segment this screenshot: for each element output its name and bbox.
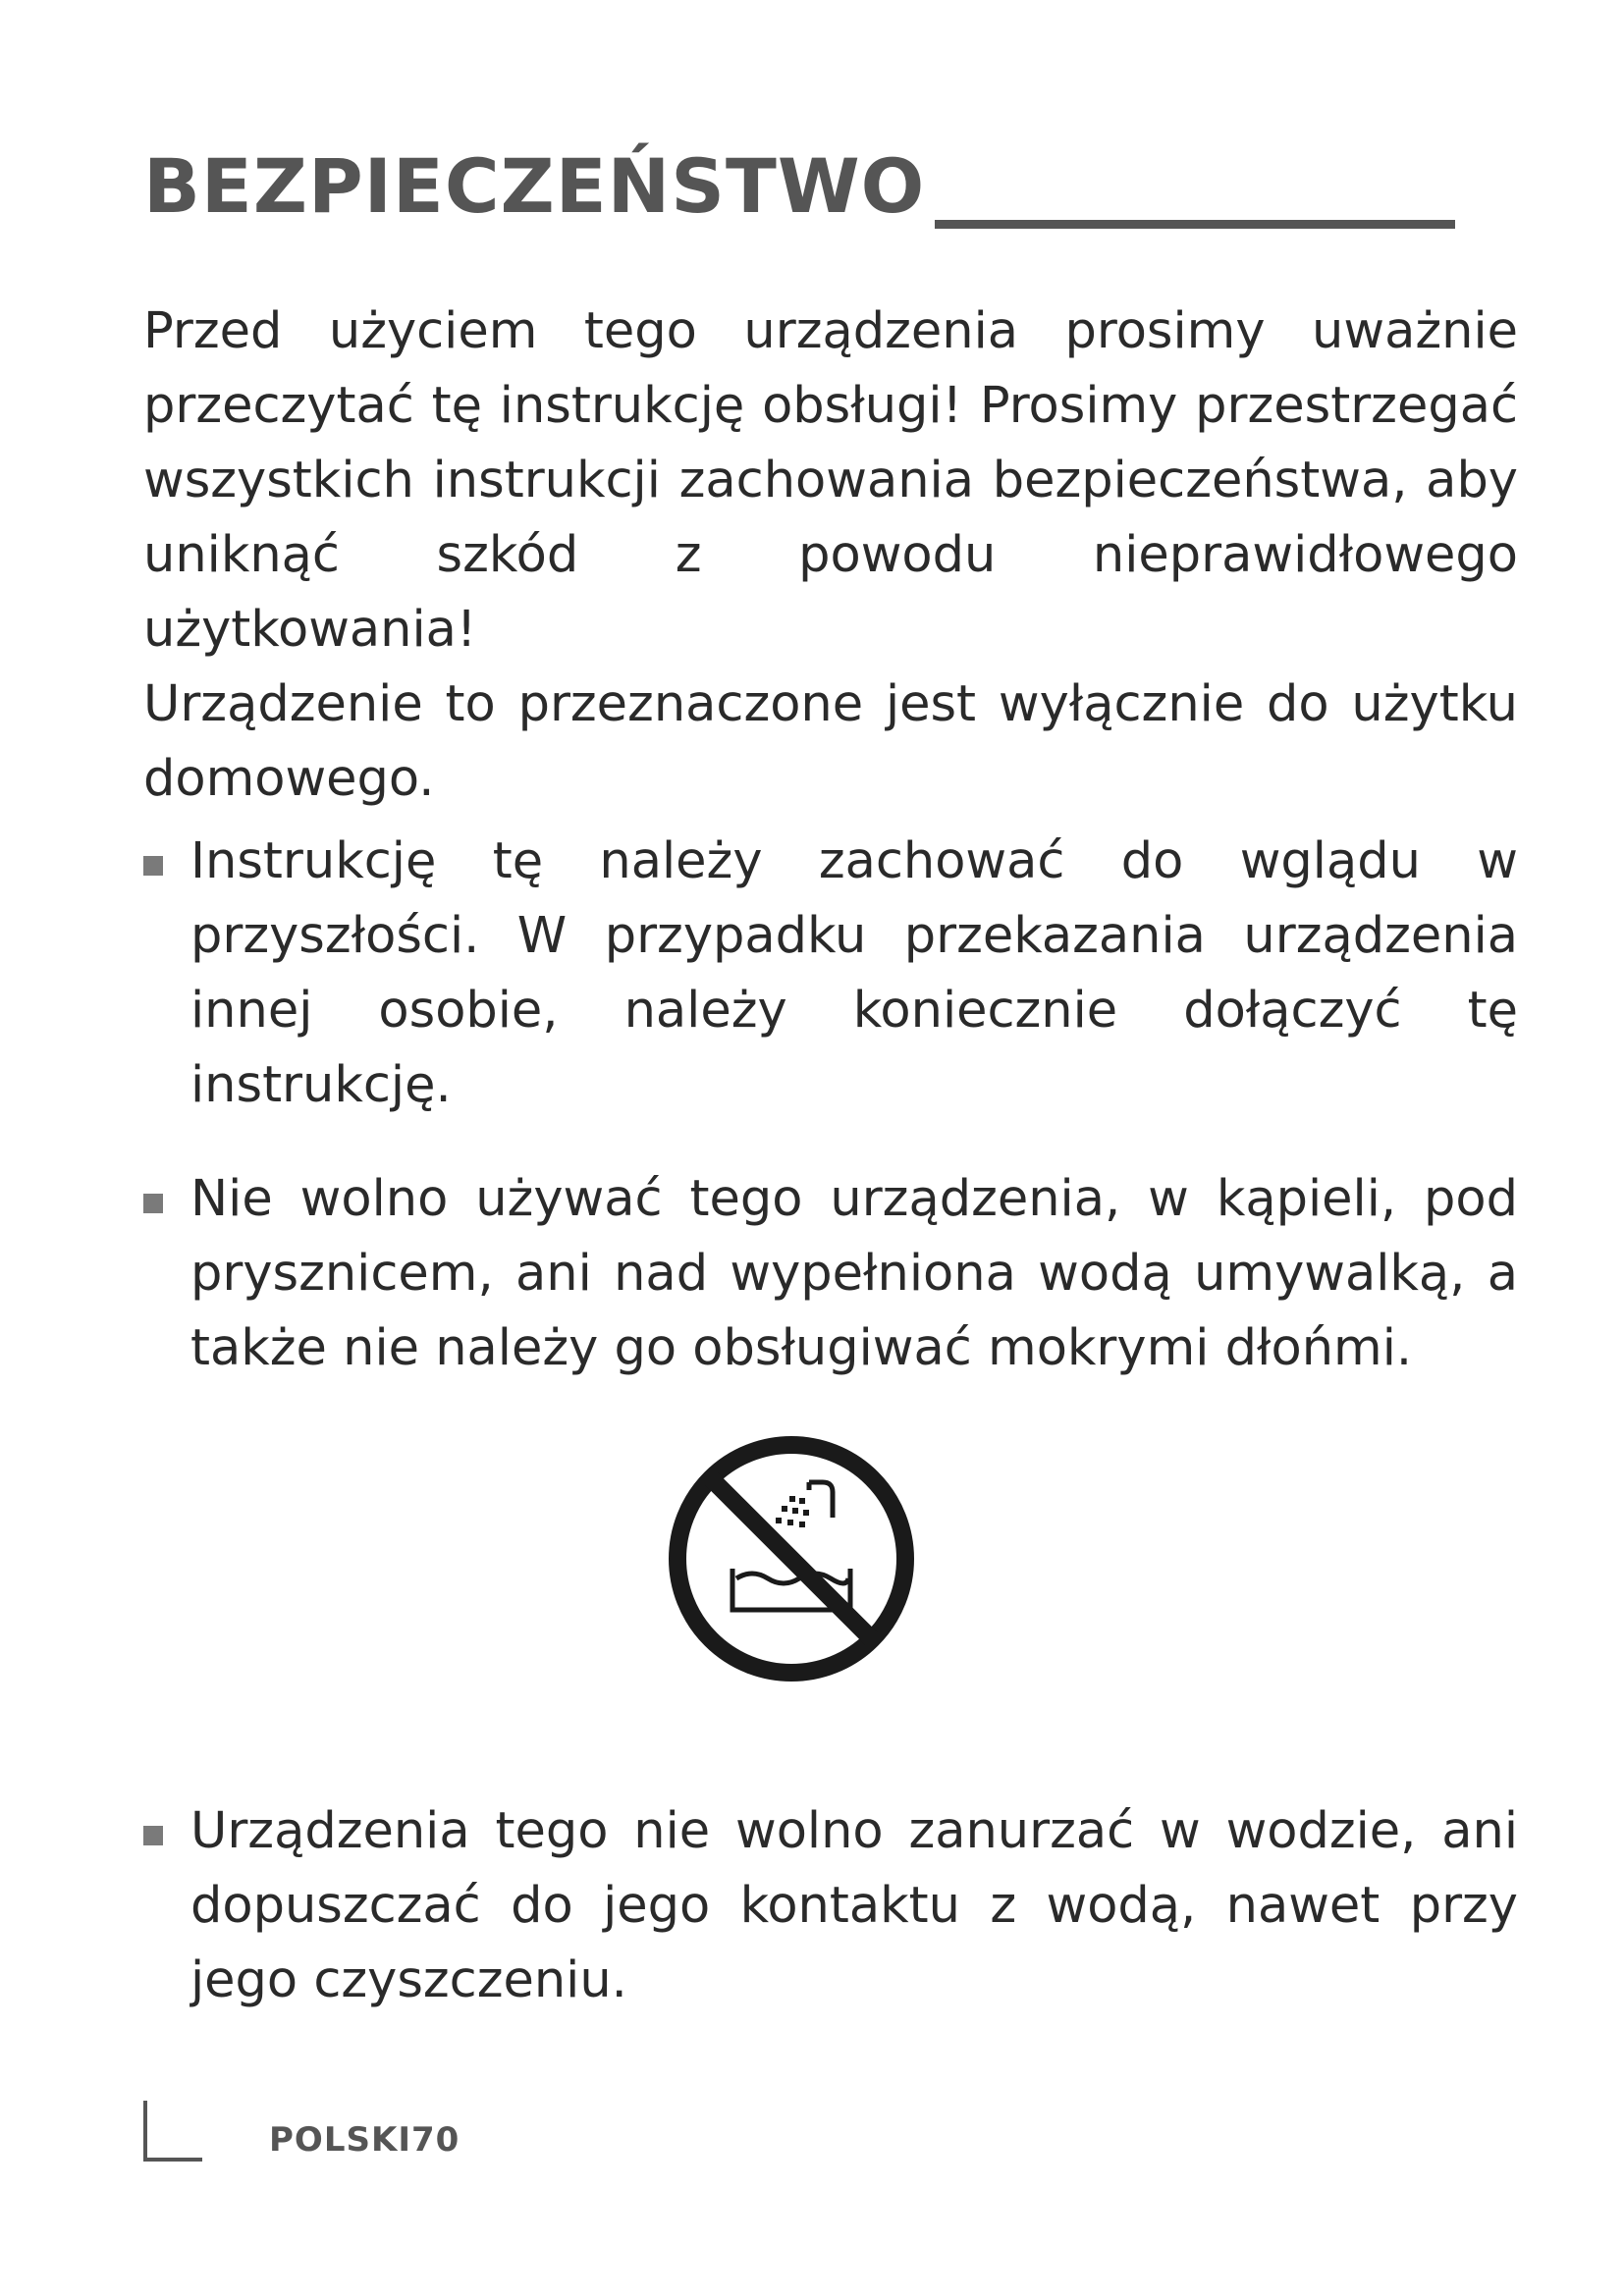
safety-list	[143, 825, 1518, 1386]
bullet-square-icon	[143, 1826, 163, 1845]
intro-paragraph: Przed użyciem tego urządzenia prosimy uważnie przeczytać tę instrukcję obsługi! Prosimy przestrzegać wszystkich instrukcji zachowania bezpieczeństwa, aby uniknąć szkód z powodu nieprawidłowego użytkowania!	[143, 302, 1518, 659]
bullet-square-icon	[143, 1194, 163, 1213]
list-item	[143, 1162, 1518, 1386]
corner-bracket	[143, 2101, 202, 2162]
header	[143, 137, 1459, 236]
title-rule	[935, 220, 1455, 229]
list-item-text: Nie wolno używać tego urządzenia, w kąpieli, pod prysznicem, ani nad wypełniona wodą umywalką, a także nie należy go obsługiwać mokrymi dłońmi.	[190, 1170, 1518, 1377]
list-item	[143, 825, 1518, 1123]
page-title: BEZPIECZEŃSTWO	[143, 142, 926, 230]
symbol-area	[143, 1431, 1518, 1755]
list-item-text: Urządzenia tego nie wolno zanurzać w wodzie, ani dopuszczać do jego kontaktu z wodą, nawet przy jego czyszczeniu.	[190, 1802, 1518, 2009]
list-item-text: Instrukcję tę należy zachować do wglądu w przyszłości. W przypadku przekazania urządzenia innej osobie, należy koniecznie dołączyć tę instrukcję.	[190, 832, 1518, 1114]
bullet-square-icon	[143, 856, 163, 876]
list-item	[143, 1794, 1518, 2018]
safety-list-continued	[143, 1794, 1518, 2018]
content	[143, 294, 1518, 2018]
page-footer	[143, 2101, 732, 2179]
intro-paragraph-domestic: Urządzenie to przeznaczone jest wyłącznie do użytku domowego.	[143, 675, 1518, 808]
page-number-label: POLSKI70	[269, 2120, 460, 2160]
no-bath-shower-icon	[664, 1431, 919, 1686]
